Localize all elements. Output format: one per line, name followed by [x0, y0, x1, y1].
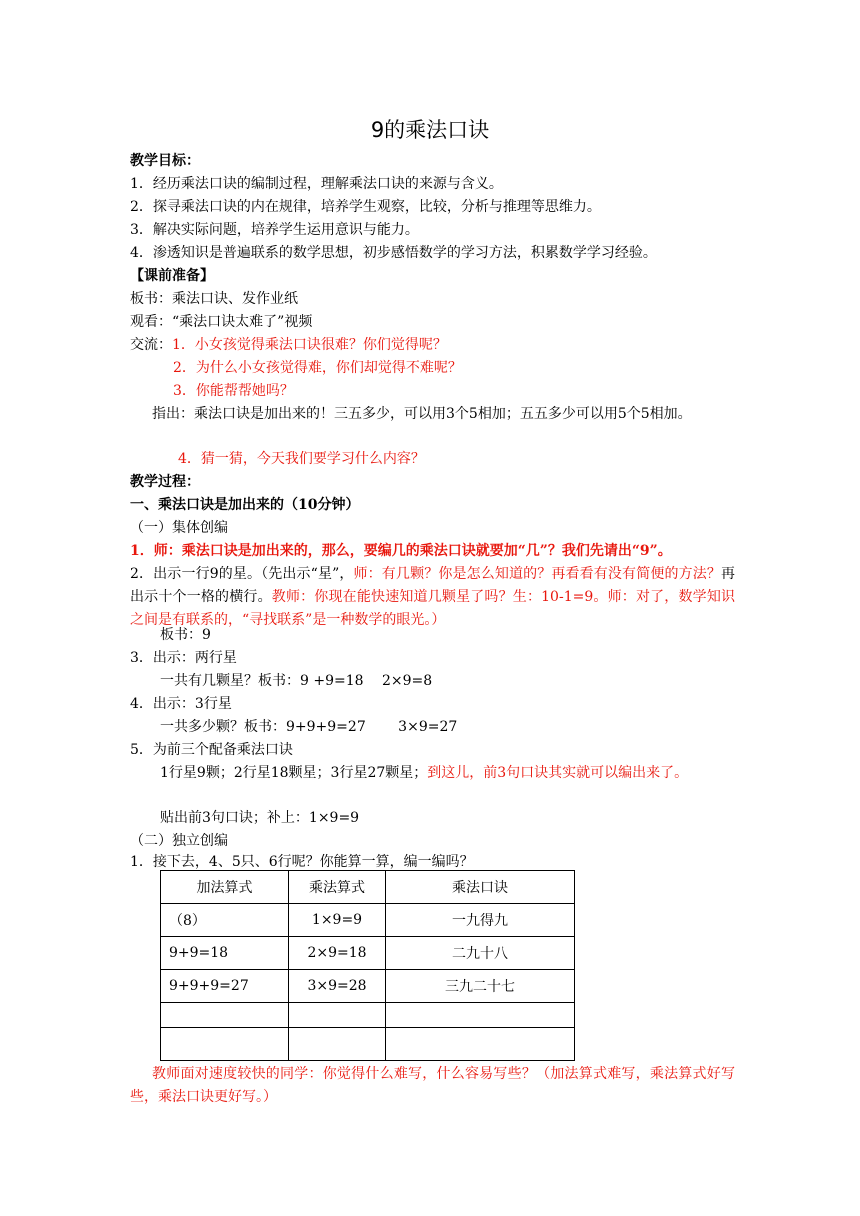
table-cell: 一九得九 — [386, 904, 575, 937]
process-heading: 教学过程： — [130, 474, 200, 490]
table-row — [161, 1028, 575, 1061]
page-title: 9的乘法口诀 — [370, 118, 490, 142]
table-cell — [289, 1028, 386, 1061]
step-2-paragraph — [130, 563, 735, 632]
goal-item-3: 3．解决实际问题，培养学生运用意识与能力。 — [130, 222, 419, 238]
table-cell — [161, 1003, 289, 1028]
step-3-detail: 一共有几颗星？板书：9 +9=18 2×9=8 — [160, 673, 433, 689]
final-note: 教师面对速度较快的同学：你觉得什么难写，什么容易写些？（加法算式难写，乘法算式好写些，乘法口诀更好写。） — [130, 1066, 735, 1105]
subsection-1-heading: （一）集体创编 — [130, 520, 228, 536]
goals-heading: 教学目标： — [130, 153, 200, 169]
prep-board: 板书：乘法口诀、发作业纸 — [130, 291, 298, 307]
table-header-cell: 乘法口诀 — [386, 871, 575, 904]
step-2-teacher-question: 师：有几颗？你是怎么知道的？再看看有没有简便的方法？ — [353, 566, 721, 582]
table-cell: 三九二十七 — [386, 970, 575, 1003]
table-cell — [386, 1003, 575, 1028]
prep-watch: 观看：“乘法口诀太难了”视频 — [130, 314, 313, 330]
exchange-label: 交流： — [130, 337, 172, 353]
table-cell: 2×9=18 — [289, 937, 386, 970]
table-cell: 9+9+9=27 — [161, 970, 289, 1003]
step-3: 3．出示：两行星 — [130, 650, 237, 666]
prep-exchange — [130, 334, 735, 356]
exchange-question-3: 3．你能帮帮她吗？ — [173, 383, 294, 399]
exchange-question-1: 1．小女孩觉得乘法口诀很难？你们觉得呢？ — [172, 337, 447, 353]
table-cell: 3×9=28 — [289, 970, 386, 1003]
table-row — [161, 970, 575, 1003]
step-5-paragraph — [130, 762, 735, 785]
step-2-grid: 再出示十个一格的横行。 — [130, 566, 735, 605]
independent-step-1: 1．接下去，4、5只、6行呢？你能算一算，编一编吗？ — [130, 854, 474, 870]
step-5: 5．为前三个配备乘法口诀 — [130, 742, 293, 758]
table-header-cell: 加法算式 — [161, 871, 289, 904]
table-cell: 9+9=18 — [161, 937, 289, 970]
goal-item-2: 2．探寻乘法口诀的内在规律，培养学生观察，比较，分析与推理等思维力。 — [130, 199, 601, 215]
step-1: 1．师：乘法口诀是加出来的，那么，要编几的乘法口诀就要加“几”？我们先请出“9”。 — [130, 543, 672, 559]
table-cell: 1×9=9 — [289, 904, 386, 937]
table-row — [161, 904, 575, 937]
table-cell — [161, 1028, 289, 1061]
table-row — [161, 1003, 575, 1028]
point-out-paragraph: 指出：乘法口诀是加出来的！三五多少，可以用3个5相加；五五多少可以用5个5相加。 — [152, 406, 692, 422]
step-4-detail: 一共多少颗？板书：9+9+9=27 3×9=27 — [160, 719, 458, 735]
table-cell: 二九十八 — [386, 937, 575, 970]
step-4: 4．出示：3行星 — [130, 696, 232, 712]
subsection-2-heading: （二）独立创编 — [130, 833, 228, 849]
table-header-cell: 乘法算式 — [289, 871, 386, 904]
step-2-intro: 2．出示一行9的星。（先出示“星”， — [130, 566, 354, 582]
step-2-conclusion: 师：对了，数学知识之间是有联系的，“寻找联系”是一种数学的眼光。） — [130, 589, 736, 628]
board-nine: 板书：9 — [160, 627, 211, 643]
guess-question: 4．猜一猜，今天我们要学习什么内容？ — [178, 451, 425, 467]
prep-heading: 【课前准备】 — [130, 268, 214, 284]
section-1-heading: 一、乘法口诀是加出来的（10分钟） — [130, 497, 360, 513]
table-cell: （8） — [161, 904, 289, 937]
paste-rhymes: 贴出前3句口诀；补上：1×9=9 — [160, 810, 360, 826]
step-5-conclusion: 到这儿，前3句口诀其实就可以编出来了。 — [427, 765, 689, 781]
table-row — [161, 937, 575, 970]
goal-item-1: 1．经历乘法口诀的编制过程，理解乘法口诀的来源与含义。 — [130, 176, 503, 192]
exchange-question-2: 2．为什么小女孩觉得难，你们却觉得不难呢？ — [173, 360, 462, 376]
table-cell — [386, 1028, 575, 1061]
step-2-teacher-ask: 教师：你现在能快速知道几颗星了吗？生：10-1=9。 — [271, 589, 608, 605]
table-header-row — [161, 871, 575, 904]
step-5-stars: 1行星9颗；2行星18颗星；3行星27颗星； — [160, 765, 428, 781]
table-cell — [289, 1003, 386, 1028]
rhyme-table — [160, 870, 575, 1061]
goal-item-4: 4．渗透知识是普遍联系的数学思想，初步感悟数学的学习方法，积累数学学习经验。 — [130, 245, 657, 261]
